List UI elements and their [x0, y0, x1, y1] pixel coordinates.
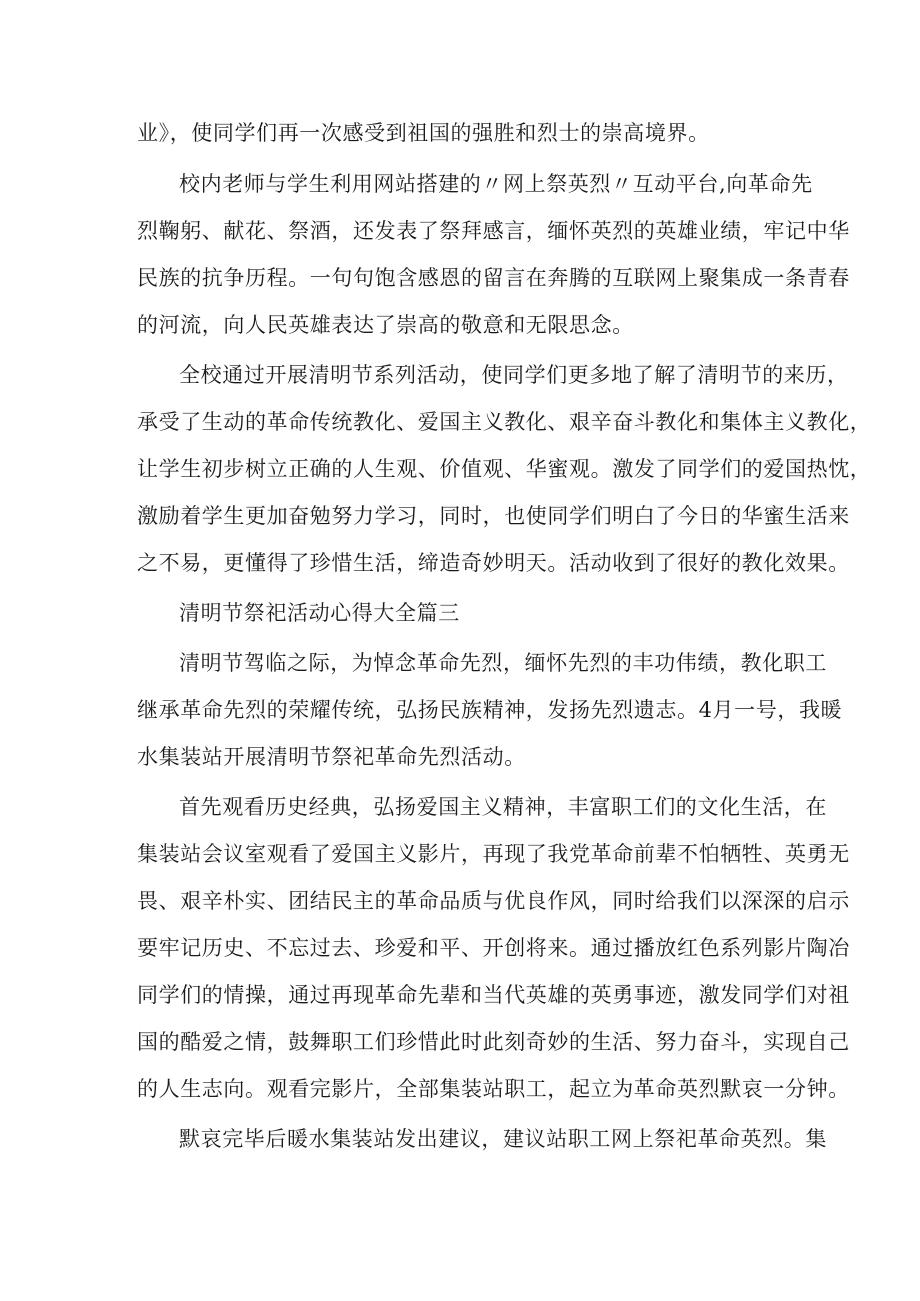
paragraph-line: 民族的抗争历程。一句句饱含感恩的留言在奔腾的互联网上聚集成一条青春	[137, 266, 850, 290]
paragraph-line: 清明节驾临之际，为悼念革命先烈，缅怀先烈的丰功伟绩，教化职工	[179, 651, 827, 675]
paragraph-line: 水集装站开展清明节祭祀革命先烈活动。	[137, 745, 526, 769]
paragraph-line: 默哀完毕后暖水集装站发出建议，建议站职工网上祭祀革命英烈。集	[179, 1127, 827, 1151]
paragraph-line: 首先观看历史经典，弘扬爱国主义精神，丰富职工们的文化生活，在	[179, 795, 827, 819]
paragraph-line: 畏、艰辛朴实、团结民主的革命品质与优良作风，同时给我们以深深的启示	[137, 889, 850, 913]
paragraph-line: 烈鞠躬、献花、祭酒，还发表了祭拜感言，缅怀英烈的英雄业绩，牢记中华	[137, 219, 850, 243]
paragraph-line: 同学们的情操，通过再现革命先辈和当代英雄的英勇事迹，激发同学们对祖	[137, 983, 850, 1007]
paragraph-line: 让学生初步树立正确的人生观、价值观、华蜜观。激发了同学们的爱国热忱，	[137, 457, 872, 481]
paragraph-line: 承受了生动的革命传统教化、爱国主义教化、艰辛奋斗教化和集体主义教化，	[137, 410, 872, 434]
paragraph-line: 之不易，更懂得了珍惜生活，缔造奇妙明天。活动收到了很好的教化效果。	[137, 551, 850, 575]
paragraph-line: 要牢记历史、不忘过去、珍爱和平、开创将来。通过播放红色系列影片陶冶	[137, 936, 850, 960]
paragraph-line: 业》，使同学们再一次感受到祖国的强胜和烈士的崇高境界。	[137, 121, 710, 145]
paragraph-line: 的河流，向人民英雄表达了崇高的敬意和无限思念。	[137, 313, 634, 337]
paragraph-line: 继承革命先烈的荣耀传统，弘扬民族精神，发扬先烈遗志。4月一号，我暖	[137, 698, 843, 722]
paragraph-line: 校内老师与学生利用网站搭建的〃网上祭英烈〃互动平台,向革命先	[179, 172, 813, 196]
section-heading: 清明节祭祀活动心得大全篇三	[179, 601, 460, 625]
paragraph-line: 集装站会议室观看了爱国主义影片，再现了我党革命前辈不怕牺牲、英勇无	[137, 842, 850, 866]
paragraph-line: 国的酷爱之情，鼓舞职工们珍惜此时此刻奇妙的生活、努力奋斗，实现自己	[137, 1030, 850, 1054]
paragraph-line: 全校通过开展清明节系列活动，使同学们更多地了解了清明节的来历，	[179, 363, 849, 387]
paragraph-line: 激励着学生更加奋勉努力学习，同时，也使同学们明白了今日的华蜜生活来	[137, 504, 850, 528]
paragraph-line: 的人生志向。观看完影片，全部集装站职工，起立为革命英烈默哀一分钟。	[137, 1077, 850, 1101]
